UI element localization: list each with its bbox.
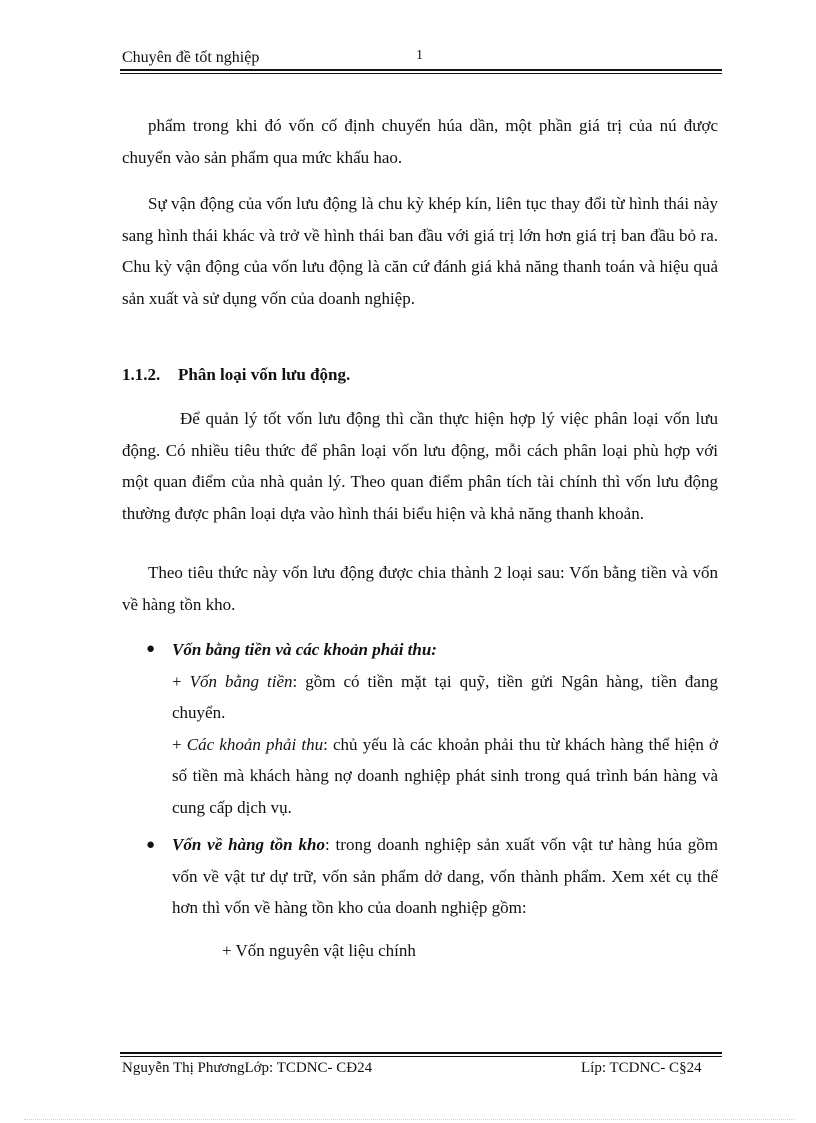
section-heading bbox=[122, 365, 350, 385]
paragraph-2: Sự vận động của vốn lưu động là chu kỳ khép kín, liên tục thay đổi từ hình thái này sang hình thái khác và trở về hình thái ban đầu với giá trị lớn hơn giá trị ban đầu bỏ ra. Chu kỳ vận động của vốn lưu động là căn cứ đánh giá khả năng thanh toán và hiệu quả sản xuất và sử dụng vốn của doanh nghiệp. bbox=[122, 194, 718, 308]
page-edge bbox=[24, 1119, 794, 1120]
bullet-2-text: : trong doanh nghiệp sản xuất vốn vật tư hàng húa gồm vốn về vật tư dự trữ, vốn sản phẩm dở dang, vốn thành phẩm. Xem xét cụ thể hơn thì vốn về hàng tồn kho của doanh nghiệp gồm: bbox=[172, 835, 718, 917]
bullet-1-sub-1: + Vốn bằng tiền: gồm có tiền mặt tại quỹ, tiền gửi Ngân hàng, tiền đang chuyển. bbox=[172, 671, 718, 722]
header-rule-thin bbox=[120, 73, 722, 74]
header-rule bbox=[120, 69, 722, 71]
bullet-icon: ● bbox=[146, 641, 156, 657]
bullet-icon: ● bbox=[146, 837, 156, 853]
paragraph-3: Để quản lý tốt vốn lưu động thì cần thực hiện hợp lý việc phân loại vốn lưu động. Có nhiều tiêu thức để phân loại vốn lưu động, mỗi cách phân loại phù hợp với một quan điểm của nhà quản lý. Theo quan điểm phân tích tài chính thì vốn lưu động thường được phân loại dựa vào hình thái biểu hiện và khả năng thanh khoản. bbox=[122, 409, 718, 523]
paragraph-1: phẩm trong khi đó vốn cố định chuyển húa dần, một phần giá trị của nú được chuyển vào sản phẩm qua mức khấu hao. bbox=[122, 116, 718, 167]
footer-left: Nguyễn Thị PhươngLớp: TCDNC- CĐ24 bbox=[122, 1060, 373, 1076]
footer-rule-thin bbox=[120, 1056, 722, 1057]
page-number: 1 bbox=[416, 48, 423, 63]
sub-item: + Vốn nguyên vật liệu chính bbox=[222, 941, 416, 960]
bullet-2 bbox=[172, 829, 718, 924]
bullet-1-sub-2: + Các khoản phải thu: chủ yếu là các khoản phải thu từ khách hàng thể hiện ở số tiền mà khách hàng nợ doanh nghiệp phát sinh trong quá trình bán hàng và cung cấp dịch vụ. bbox=[172, 734, 718, 817]
term-von-bang-tien: Vốn bằng tiền bbox=[189, 671, 293, 691]
section-title: Phân loại vốn lưu động. bbox=[178, 365, 351, 384]
bullet-2-title: Vốn về hàng tồn kho bbox=[172, 835, 325, 854]
paragraph-4: Theo tiêu thức này vốn lưu động được chia thành 2 loại sau: Vốn bằng tiền và vốn về hàng tồn kho. bbox=[122, 563, 718, 614]
footer-right: Líp: TCDNC- C§24 bbox=[581, 1060, 702, 1076]
bullet-1 bbox=[172, 634, 718, 823]
bullet-1-title: Vốn bằng tiền và các khoản phải thu: bbox=[172, 640, 437, 659]
footer-rule bbox=[120, 1052, 722, 1054]
header-title: Chuyên đề tốt nghiệp bbox=[122, 49, 260, 66]
section-number: 1.1.2. bbox=[122, 365, 161, 384]
term-cac-khoan-phai-thu: Các khoản phải thu bbox=[186, 734, 324, 754]
